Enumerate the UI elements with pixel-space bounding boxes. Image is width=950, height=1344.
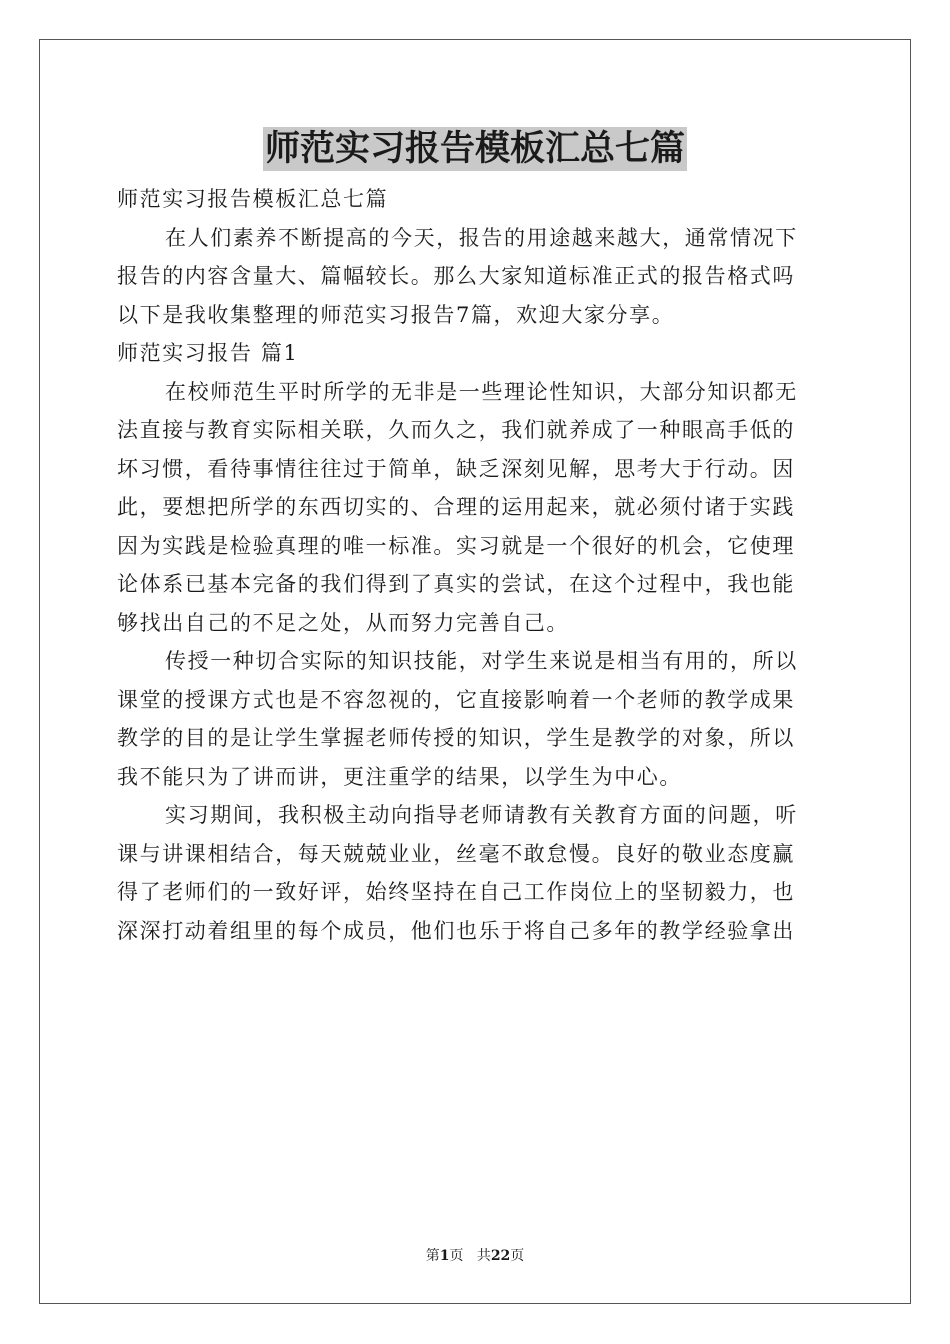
paragraph-line: 以下是我收集整理的师范实习报告7篇，欢迎大家分享。 bbox=[117, 302, 675, 327]
document-title-text: 师范实习报告模板汇总七篇 bbox=[264, 128, 685, 169]
paragraph-line: 在校师范生平时所学的无非是一些理论性知识，大部分知识都无 bbox=[165, 379, 798, 404]
subtitle-line: 师范实习报告模板汇总七篇 bbox=[117, 187, 389, 211]
page-prefix: 第 bbox=[425, 1248, 440, 1264]
total-suffix: 页 bbox=[510, 1248, 525, 1264]
paragraph-line: 因为实践是检验真理的唯一标准。实习就是一个很好的机会，它使理 bbox=[117, 533, 795, 558]
paragraph-line: 法直接与教育实际相关联，久而久之，我们就养成了一种眼高手低的 bbox=[117, 418, 795, 442]
paragraph-line: 课与讲课相结合，每天兢兢业业，丝毫不敢怠慢。良好的敬业态度赢 bbox=[117, 841, 795, 866]
paragraph-line: 此，要想把所学的东西切实的、合理的运用起来，就必须付诸于实践 bbox=[117, 495, 795, 519]
page-number: 1 bbox=[439, 1248, 450, 1264]
paragraph-line: 得了老师们的一致好评，始终坚持在自己工作岗位上的坚韧毅力，也 bbox=[117, 880, 795, 904]
paragraph-line: 教学的目的是让学生掌握老师传授的知识，学生是教学的对象，所以 bbox=[117, 726, 795, 750]
paragraph-line: 在人们素养不断提高的今天，报告的用途越来越大，通常情况下 bbox=[165, 225, 798, 250]
paragraph-line: 实习期间，我积极主动向指导老师请教有关教育方面的问题，听 bbox=[165, 803, 798, 827]
document-title bbox=[0, 127, 950, 171]
paragraph-line: 深深打动着组里的每个成员，他们也乐于将自己多年的教学经验拿出 bbox=[117, 918, 795, 943]
page-suffix: 页 bbox=[449, 1248, 464, 1264]
total-prefix: 共 bbox=[476, 1248, 491, 1264]
paragraph-line: 够找出自己的不足之处，从而努力完善自己。 bbox=[117, 610, 569, 635]
page-footer bbox=[0, 1247, 950, 1265]
paragraph-line: 传授一种切合实际的知识技能，对学生来说是相当有用的，所以 bbox=[165, 649, 798, 673]
paragraph-line: 我不能只为了讲而讲，更注重学的结果，以学生为中心。 bbox=[117, 764, 682, 789]
total-pages: 22 bbox=[490, 1248, 511, 1264]
document-body bbox=[117, 180, 833, 950]
paragraph-line: 论体系已基本完备的我们得到了真实的尝试，在这个过程中，我也能 bbox=[117, 572, 795, 596]
section-heading: 师范实习报告 篇1 bbox=[117, 341, 299, 365]
paragraph-line: 坏习惯，看待事情往往过于简单，缺乏深刻见解，思考大于行动。因 bbox=[117, 456, 795, 481]
paragraph-line: 报告的内容含量大、篇幅较长。那么大家知道标准正式的报告格式吗 bbox=[117, 264, 795, 288]
paragraph-line: 课堂的授课方式也是不容忽视的，它直接影响着一个老师的教学成果 bbox=[117, 687, 795, 712]
